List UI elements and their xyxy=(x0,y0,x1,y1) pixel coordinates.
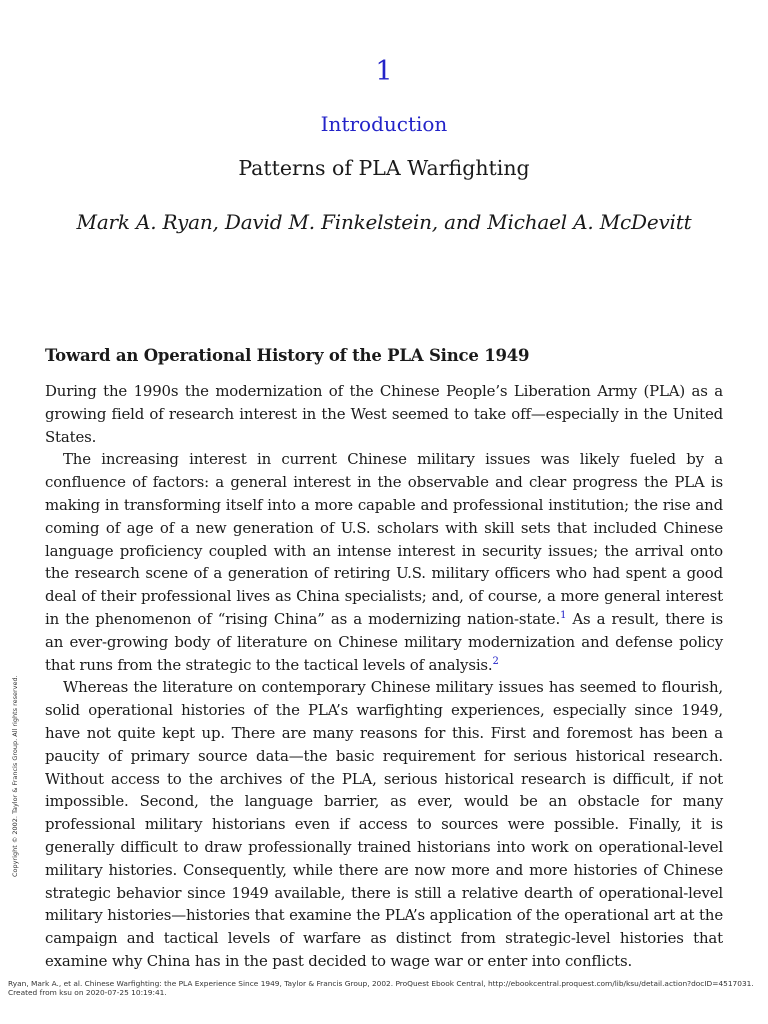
paragraph-2-text-b: As a result, there is an ever-growing body of literature on Chinese military modernization and defense policy that runs from the strategic to the tactical levels of analysis. xyxy=(45,609,723,674)
citation-line-1: Ryan, Mark A., et al. Chinese Warfighting: the PLA Experience Since 1949, Taylor & Francis Group, 2002. ProQuest Ebook Central, http://ebookcentral.proquest.com/lib/ksu/detail.action?docID=4517031. xyxy=(8,979,754,988)
paragraph-1: During the 1990s the modernization of the Chinese People’s Liberation Army (PLA) as a growing field of research interest in the West seemed to take off—especially in the United States. xyxy=(45,382,723,446)
copyright-text: Copyright © 2002. Taylor & Francis Group. All rights reserved. xyxy=(11,675,19,877)
copyright-notice xyxy=(5,675,19,878)
paragraph-3: Whereas the literature on contemporary Chinese military issues has seemed to flourish, solid operational histories of the PLA’s warfighting experiences, especially since 1949, have not quite kept up. There are many reasons for this. First and foremost has been a paucity of primary source data—the basic requirement for serious historical research. Without access to the archives of the PLA, serious historical research is difficult, if not impossible. Second, the language barrier, as ever, would be an obstacle for many professional military historians even if access to sources were possible. Finally, it is generally difficult to draw professionally trained historians into work on operational-level military histories. Consequently, while there are now more and more histories of Chinese strategic behavior since 1949 available, there is still a relative dearth of operational-level military histories—histories that examine the PLA’s application of the operational art at the campaign and tactical levels of warfare as distinct from strategic-level histories that examine why China has in the past decided to wage war or enter into conflicts. xyxy=(45,678,723,970)
chapter-authors: Mark A. Ryan, David M. Finkelstein, and Michael A. McDevitt xyxy=(76,210,692,234)
chapter-subtitle: Patterns of PLA Warfighting xyxy=(238,156,530,180)
footnote-ref-2[interactable]: 2 xyxy=(492,655,499,667)
paragraph-2-text-a: The increasing interest in current Chinese military issues was likely fueled by a confluence of factors: a general interest in the observable and clear progress the PLA is making in transforming itself into a more capable and professional institution; the rise and coming of age of a new generation of U.S. scholars with skill sets that included Chinese language proficiency coupled with an intense interest in security issues; the arrival onto the research scene of a generation of retiring U.S. military officers who had spent a good deal of their professional lives as China specialists; and, of course, a more general interest in the phenomenon of “rising China” as a modernizing nation-state. xyxy=(45,450,723,628)
footnote-ref-1[interactable]: 1 xyxy=(560,610,567,621)
citation-line-2: Created from ksu on 2020-07-25 10:19:41. xyxy=(8,988,167,997)
chapter-title[interactable]: Introduction xyxy=(320,112,448,136)
section-heading: Toward an Operational History of the PLA Since 1949 xyxy=(45,346,530,365)
body-text xyxy=(45,380,723,973)
chapter-number: 1 xyxy=(375,56,393,87)
paragraph-2 xyxy=(45,448,723,676)
citation-footer xyxy=(8,979,760,997)
